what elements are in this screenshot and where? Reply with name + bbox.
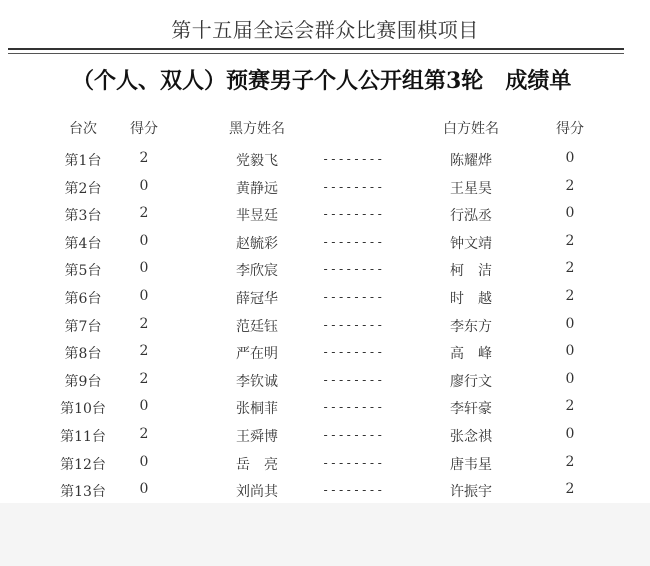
table-cell-black-score: 0 — [139, 481, 149, 497]
table-cell-separator: -------- — [322, 483, 384, 497]
table-cell-white-score: 2 — [565, 178, 575, 194]
document-header: 第十五届全运会群众比赛围棋项目 — [171, 18, 479, 42]
table-cell-black-name: 岳 亮 — [236, 457, 278, 473]
table-cell-table: 第7台 — [64, 319, 102, 335]
table-cell-black-score: 0 — [139, 260, 149, 276]
header-rule-thick — [8, 48, 624, 50]
table-cell-separator: -------- — [322, 456, 384, 470]
table-cell-black-name: 黄静远 — [236, 181, 278, 197]
table-cell-table: 第5台 — [64, 263, 102, 279]
table-cell-black-name: 王舜博 — [236, 429, 278, 445]
table-cell-white-score: 2 — [565, 454, 575, 470]
table-cell-white-name: 行泓丞 — [450, 208, 492, 224]
table-cell-black-score: 0 — [139, 454, 149, 470]
header-rule-thin — [8, 53, 624, 54]
table-cell-black-score: 2 — [139, 150, 149, 166]
sheet-title-main: （个人、双人）预赛男子个人公开组第3轮 — [72, 68, 484, 94]
table-cell-separator: -------- — [322, 207, 384, 221]
table-cell-separator: -------- — [322, 235, 384, 249]
table-cell-black-name: 李欣宸 — [236, 263, 278, 279]
table-cell-white-score: 0 — [565, 150, 575, 166]
table-cell-white-score: 0 — [565, 343, 575, 359]
table-cell-white-score: 0 — [565, 371, 575, 387]
table-cell-separator: -------- — [322, 345, 384, 359]
table-cell-white-score: 2 — [565, 233, 575, 249]
col-header-table: 台次 — [69, 121, 97, 137]
table-cell-white-name: 李轩豪 — [450, 401, 492, 417]
col-header-black-name: 黑方姓名 — [229, 121, 285, 137]
table-cell-white-score: 2 — [565, 288, 575, 304]
table-cell-white-name: 时 越 — [450, 291, 492, 307]
table-cell-separator: -------- — [322, 373, 384, 387]
table-cell-white-score: 2 — [565, 260, 575, 276]
sheet-title-suffix: 成绩单 — [505, 68, 572, 94]
table-cell-black-score: 2 — [139, 316, 149, 332]
table-cell-black-name: 赵毓彩 — [236, 236, 278, 252]
table-cell-black-score: 0 — [139, 398, 149, 414]
col-header-black-score: 得分 — [130, 121, 158, 137]
table-cell-table: 第13台 — [60, 484, 106, 500]
table-cell-black-name: 张桐菲 — [236, 401, 278, 417]
table-cell-black-name: 李钦诚 — [236, 374, 278, 390]
table-cell-black-name: 严在明 — [236, 346, 278, 362]
table-cell-black-score: 0 — [139, 288, 149, 304]
table-cell-white-name: 钟文靖 — [450, 236, 492, 252]
table-cell-white-name: 唐韦星 — [450, 457, 492, 473]
table-cell-black-score: 2 — [139, 205, 149, 221]
table-cell-table: 第9台 — [64, 374, 102, 390]
table-cell-separator: -------- — [322, 400, 384, 414]
col-header-white-name: 白方姓名 — [443, 121, 499, 137]
bottom-band — [0, 503, 650, 566]
table-cell-white-name: 李东方 — [450, 319, 492, 335]
table-cell-table: 第4台 — [64, 236, 102, 252]
table-cell-black-score: 2 — [139, 426, 149, 442]
table-cell-black-name: 芈昱廷 — [236, 208, 278, 224]
table-cell-table: 第2台 — [64, 181, 102, 197]
table-cell-white-score: 0 — [565, 426, 575, 442]
table-cell-table: 第10台 — [60, 401, 106, 417]
table-cell-white-name: 王星昊 — [450, 181, 492, 197]
table-cell-separator: -------- — [322, 318, 384, 332]
col-header-white-score: 得分 — [556, 121, 584, 137]
table-cell-black-score: 2 — [139, 343, 149, 359]
table-cell-separator: -------- — [322, 180, 384, 194]
table-cell-separator: -------- — [322, 262, 384, 276]
table-cell-white-name: 许振宇 — [450, 484, 492, 500]
table-cell-black-name: 范廷钰 — [236, 319, 278, 335]
table-cell-table: 第12台 — [60, 457, 106, 473]
table-cell-separator: -------- — [322, 290, 384, 304]
table-cell-white-score: 0 — [565, 205, 575, 221]
table-cell-separator: -------- — [322, 428, 384, 442]
table-cell-white-name: 柯 洁 — [450, 263, 492, 279]
table-cell-white-score: 0 — [565, 316, 575, 332]
table-cell-table: 第11台 — [60, 429, 106, 445]
table-cell-black-score: 2 — [139, 371, 149, 387]
table-cell-white-score: 2 — [565, 398, 575, 414]
table-cell-black-name: 党毅飞 — [236, 153, 278, 169]
table-cell-white-name: 廖行文 — [450, 374, 492, 390]
table-cell-black-score: 0 — [139, 233, 149, 249]
table-cell-table: 第1台 — [64, 153, 102, 169]
table-cell-black-name: 刘尚其 — [236, 484, 278, 500]
table-cell-black-score: 0 — [139, 178, 149, 194]
sheet-title — [72, 64, 571, 95]
table-cell-white-score: 2 — [565, 481, 575, 497]
table-cell-table: 第3台 — [64, 208, 102, 224]
table-cell-white-name: 陈耀烨 — [450, 153, 492, 169]
table-cell-white-name: 高 峰 — [450, 346, 492, 362]
table-cell-black-name: 薛冠华 — [236, 291, 278, 307]
table-cell-separator: -------- — [322, 152, 384, 166]
table-cell-white-name: 张念祺 — [450, 429, 492, 445]
table-cell-table: 第8台 — [64, 346, 102, 362]
table-cell-table: 第6台 — [64, 291, 102, 307]
